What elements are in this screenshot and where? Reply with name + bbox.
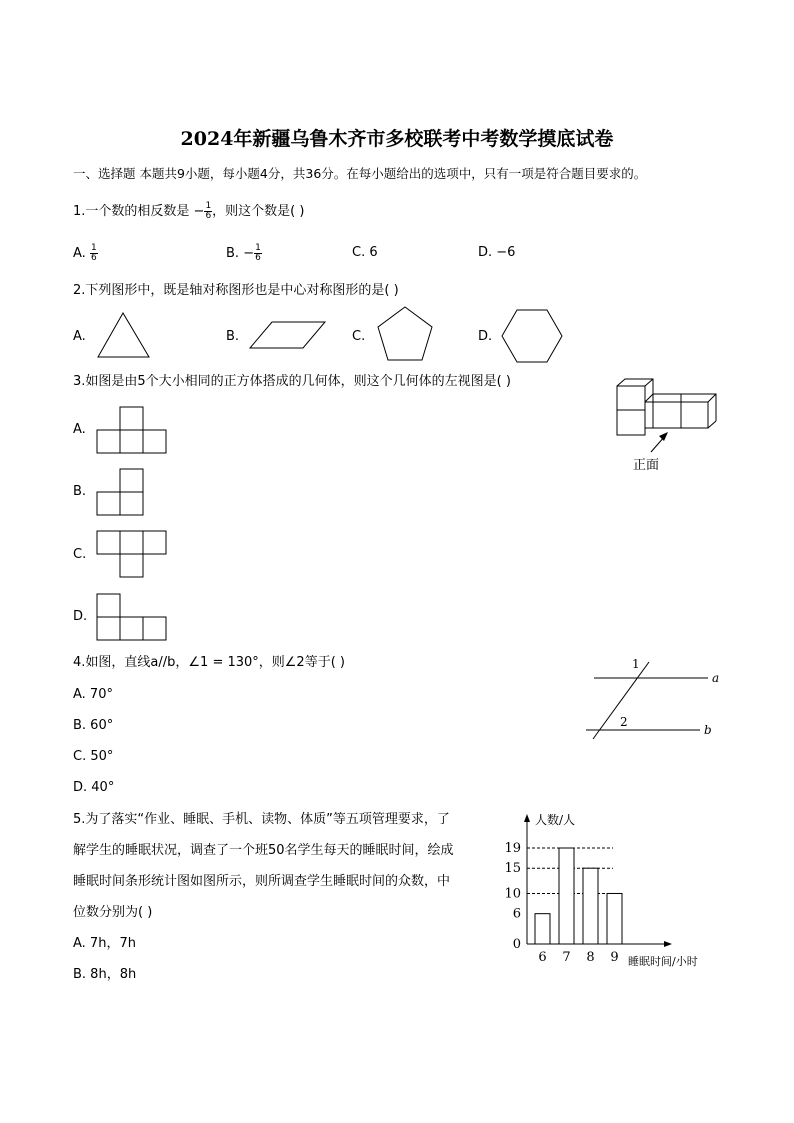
- y-axis-arrow: [524, 814, 530, 822]
- q1-option-b[interactable]: B. − $\frac{1}{6}$: [226, 243, 261, 263]
- section-heading: 一、选择题 本题共9小题，每小题4分，共36分。在每小题给出的选项中，只有一项是符合题目要求的。: [73, 166, 647, 181]
- y-tick-label: 6: [512, 906, 521, 922]
- bar: [607, 893, 622, 944]
- x-tick-label: 6: [538, 950, 547, 965]
- y-tick-label: 10: [504, 886, 521, 902]
- question-2-stem: 2.下列图形中，既是轴对称图形也是中心对称图形的是( ): [73, 283, 399, 298]
- view-figure-a: [96, 406, 168, 454]
- bar: [583, 868, 598, 944]
- y-tick-label: 15: [504, 861, 521, 877]
- angle-1-label: 1: [632, 657, 640, 671]
- q5-option-a[interactable]: A. 7h，7h: [73, 936, 136, 951]
- bar: [535, 914, 550, 944]
- q2-option-d[interactable]: D.: [478, 329, 493, 344]
- line-a-label: a: [712, 671, 720, 685]
- y-tick-label: 19: [504, 841, 521, 856]
- parallelogram-figure: [248, 318, 328, 352]
- q3-option-a[interactable]: A.: [73, 422, 86, 437]
- pentagon-figure: [374, 304, 436, 364]
- view-figure-d: [96, 593, 168, 641]
- cube-solid-figure: [612, 374, 724, 458]
- q4-option-b[interactable]: B. 60°: [73, 718, 114, 733]
- q4-option-d[interactable]: D. 40°: [73, 780, 115, 795]
- question-5-line-2: 解学生的睡眠状况，调查了一个班50名学生每天的睡眠时间，绘成: [73, 843, 454, 858]
- hexagon-figure: [500, 308, 564, 364]
- x-axis-arrow: [664, 941, 672, 947]
- view-figure-c: [96, 530, 168, 578]
- parallel-lines-figure: [580, 652, 730, 746]
- line-b-label: b: [704, 723, 712, 737]
- q1-option-c[interactable]: C. 6: [352, 245, 378, 260]
- front-label: 正面: [633, 458, 660, 473]
- question-4-stem: 4.如图，直线a//b，∠1 = 130°，则∠2等于( ): [73, 655, 345, 670]
- q3-option-b[interactable]: B.: [73, 484, 87, 499]
- question-5-line-1: 5.为了落实“作业、睡眠、手机、读物、体质”等五项管理要求，了: [73, 812, 450, 827]
- q2-option-a[interactable]: A.: [73, 329, 86, 344]
- question-5-line-3: 睡眠时间条形统计图如图所示，则所调查学生睡眠时间的众数，中: [73, 874, 451, 889]
- y-axis-label: 人数/人: [535, 813, 576, 827]
- question-5-line-4: 位数分别为( ): [73, 905, 153, 920]
- x-tick-label: 7: [562, 950, 571, 965]
- question-1-stem: 1.一个数的相反数是 − $\frac{1}{6}$ ，则这个数是( ): [73, 201, 305, 221]
- q1-option-a[interactable]: A. $\frac{1}{6}$: [73, 243, 97, 263]
- q1-option-d[interactable]: D. −6: [478, 245, 516, 260]
- x-tick-label: 8: [586, 950, 595, 965]
- page-title: 2024年新疆乌鲁木齐市多校联考中考数学摸底试卷: [180, 128, 614, 150]
- q4-option-a[interactable]: A. 70°: [73, 687, 113, 702]
- angle-2-label: 2: [620, 715, 628, 729]
- view-figure-b: [96, 468, 146, 516]
- q2-option-b[interactable]: B.: [226, 329, 240, 344]
- q5-option-b[interactable]: B. 8h，8h: [73, 967, 137, 982]
- q2-option-c[interactable]: C.: [352, 329, 366, 344]
- sleep-bar-chart: [500, 808, 722, 970]
- q3-option-c[interactable]: C.: [73, 547, 87, 562]
- q4-option-c[interactable]: C. 50°: [73, 749, 114, 764]
- triangle-figure: [96, 310, 152, 360]
- x-axis-label: 睡眠时间/小时: [628, 955, 698, 968]
- question-3-stem: 3.如图是由5个大小相同的正方体搭成的几何体，则这个几何体的左视图是( ): [73, 374, 511, 389]
- x-tick-label: 9: [610, 950, 619, 965]
- bar: [559, 848, 574, 944]
- q3-option-d[interactable]: D.: [73, 609, 88, 624]
- y-tick-label: 0: [512, 937, 521, 952]
